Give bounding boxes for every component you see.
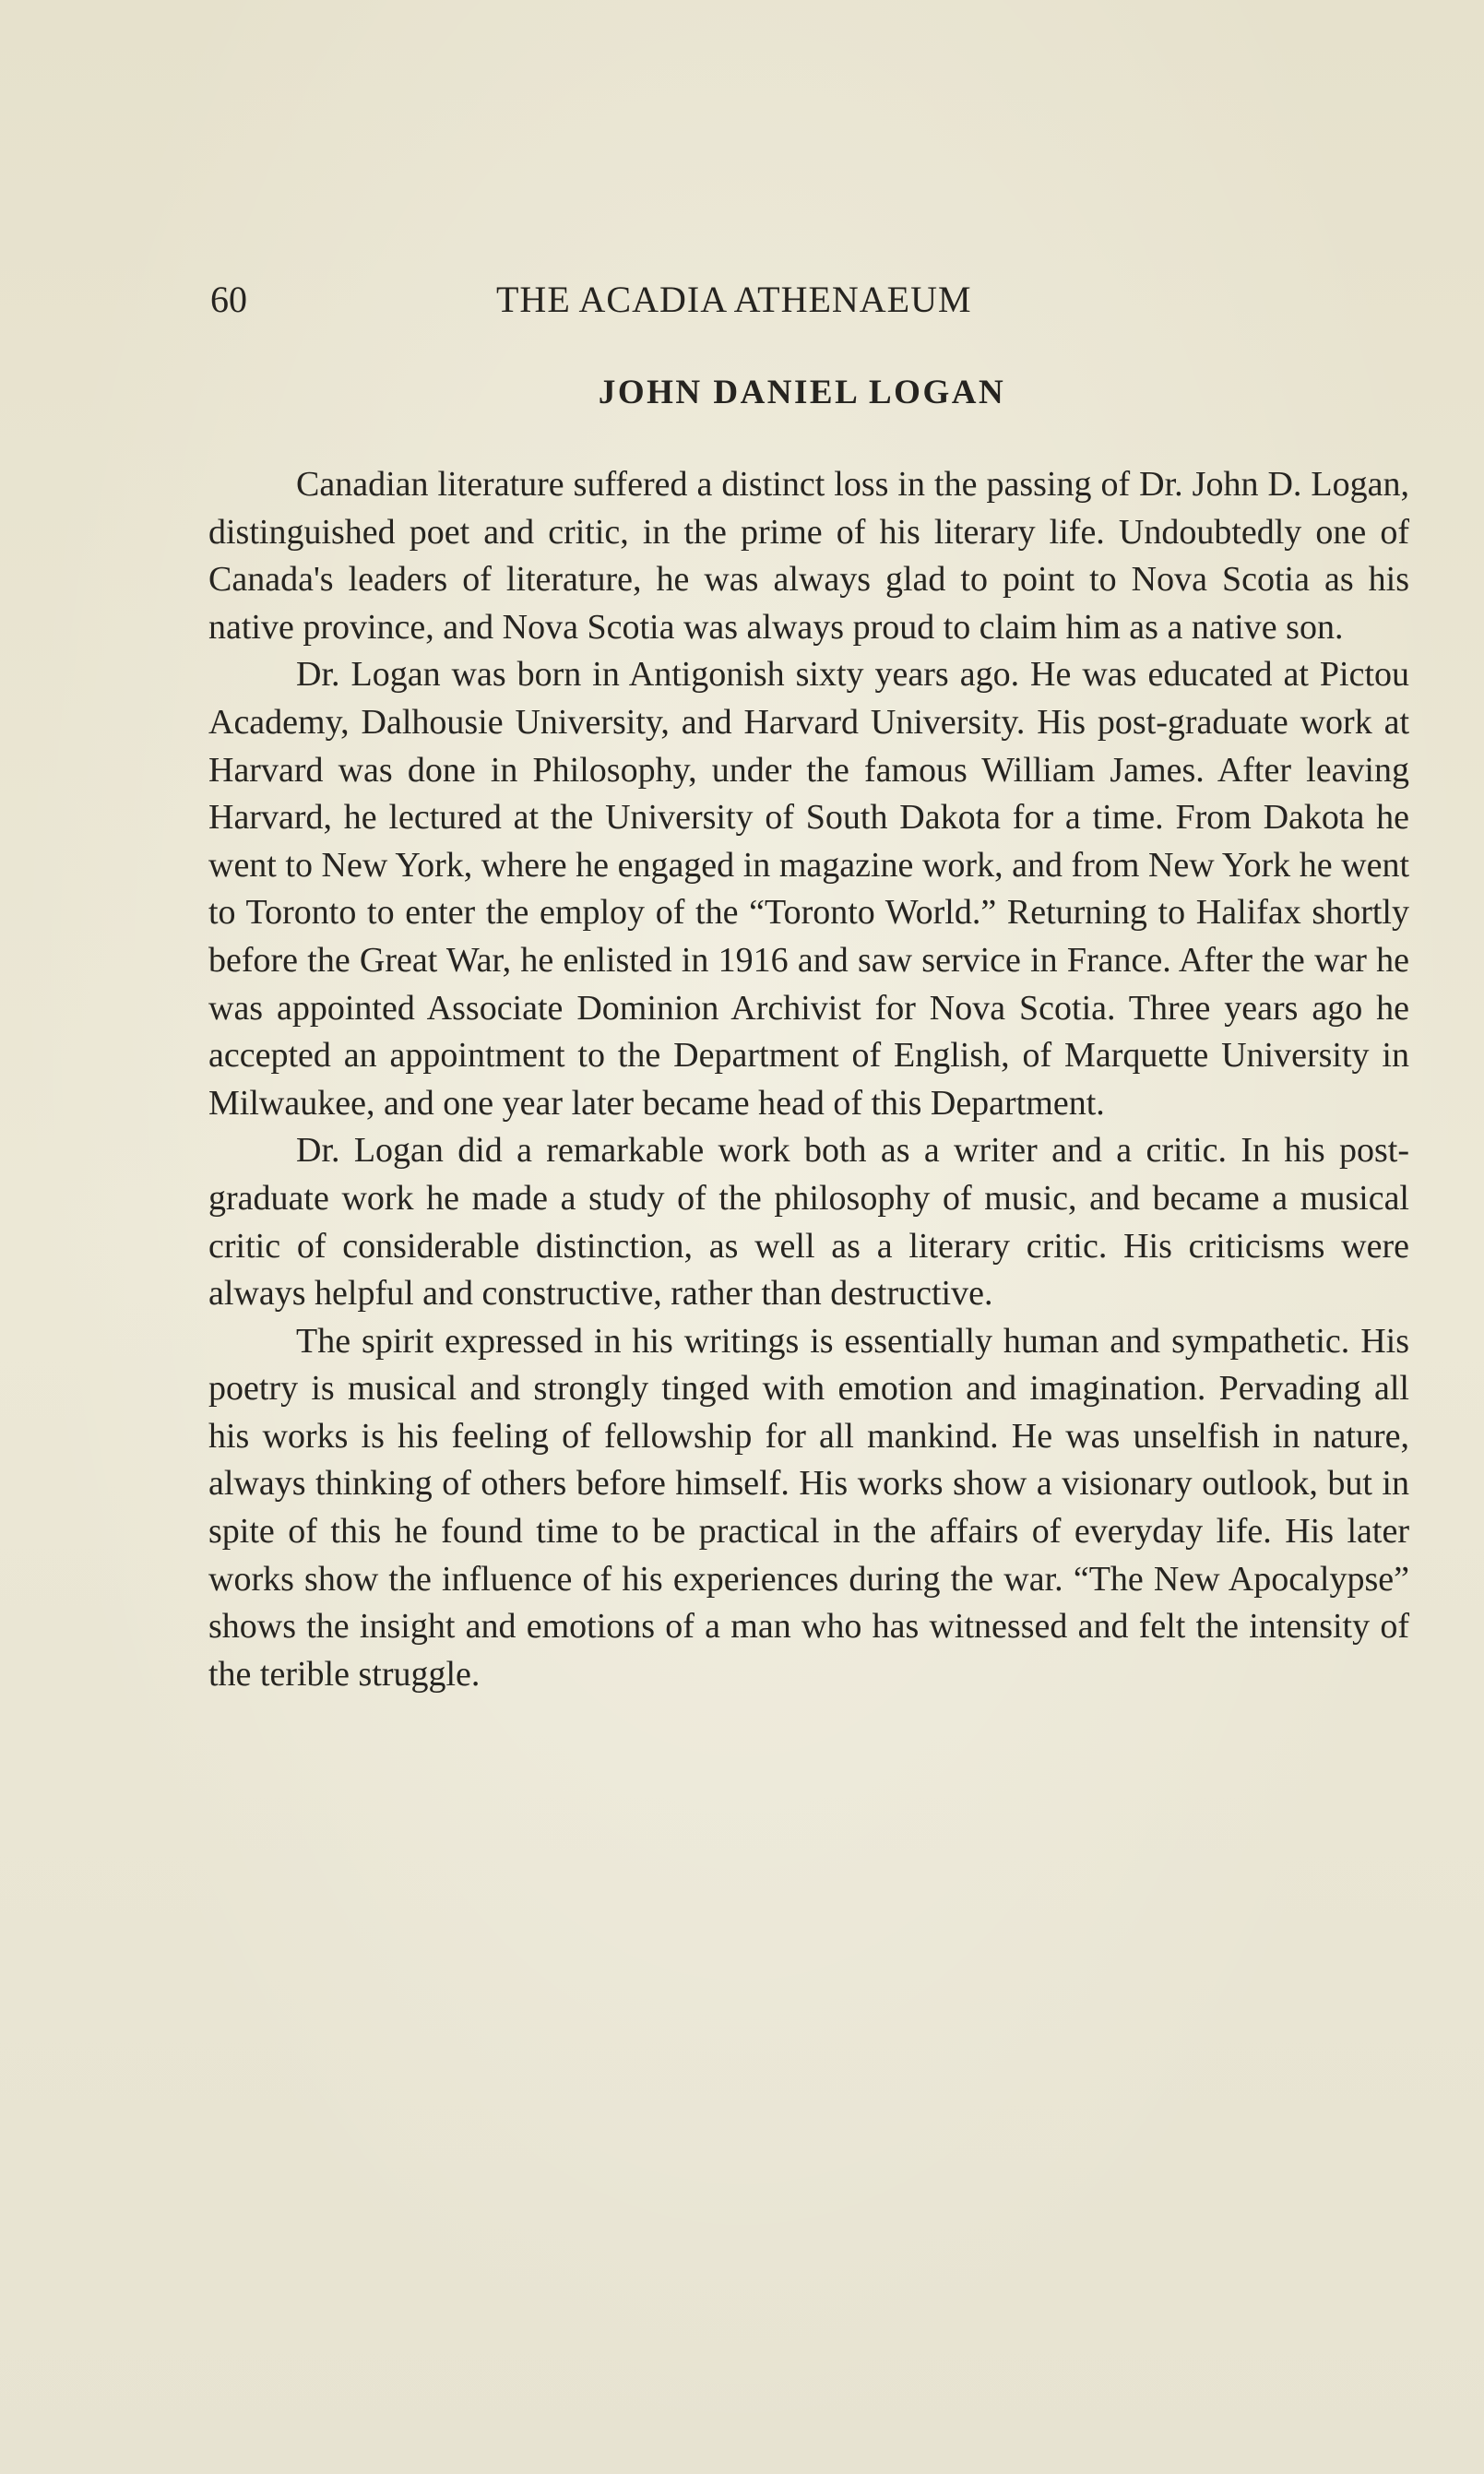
paragraph-2: Dr. Logan was born in Antigonish sixty years ago. He was educated at Pictou Academy, Dalhousie University, and Harvard University. His post-graduate work at Harvard was done in Philosophy, under the famous William James. After leaving Harvard, he lectured at the University of South Dakota for a time. From Dakota he went to New York, where he engaged in magazine work, and from New York he went to Toronto to enter the employ of the “Toronto World.” Returning to Halifax shortly before the Great War, he enlisted in 1916 and saw service in France. After the war he was appointed Associate Dominion Archivist for Nova Scotia. Three years ago he accepted an appointment to the Department of English, of Marquette University in Milwaukee, and one year later became head of this Department. [208,655,1409,1123]
paragraph-3: Dr. Logan did a remarkable work both as a writer and a critic. In his post-graduate work he made a study of the philosophy of music, and became a musical critic of considerable distinction, as well as a literary critic. His criticisms were always helpful and constructive, rather than destructive. [208,1131,1409,1314]
article-title: JOHN DANIEL LOGAN [598,374,1006,411]
journal-title: THE ACADIA ATHENAEUM [496,279,972,320]
article-body [208,461,1409,1698]
page-number: 60 [210,279,247,320]
running-head [210,272,1133,327]
paragraph-4: The spirit expressed in his writings is essentially human and sympathetic. His poetry is musical and strongly tinged with emotion and imagination. Pervading all his works is his feeling of fellowship for all mankind. He was unselfish in nature, always thinking of others before himself. His works show a visionary outlook, but in spite of this he found time to be practical in the affairs of everyday life. His later works show the influence of his experiences during the war. “The New Apocalypse” shows the insight and emotions of a man who has witnessed and felt the intensity of the terible struggle. [208,1321,1409,1694]
paragraph-1: Canadian literature suffered a distinct loss in the passing of Dr. John D. Logan, distinguished poet and critic, in the prime of his literary life. Undoubtedly one of Canada's leaders of literature, he was always glad to point to Nova Scotia as his native province, and Nova Scotia was always proud to claim him as a native son. [208,465,1409,647]
